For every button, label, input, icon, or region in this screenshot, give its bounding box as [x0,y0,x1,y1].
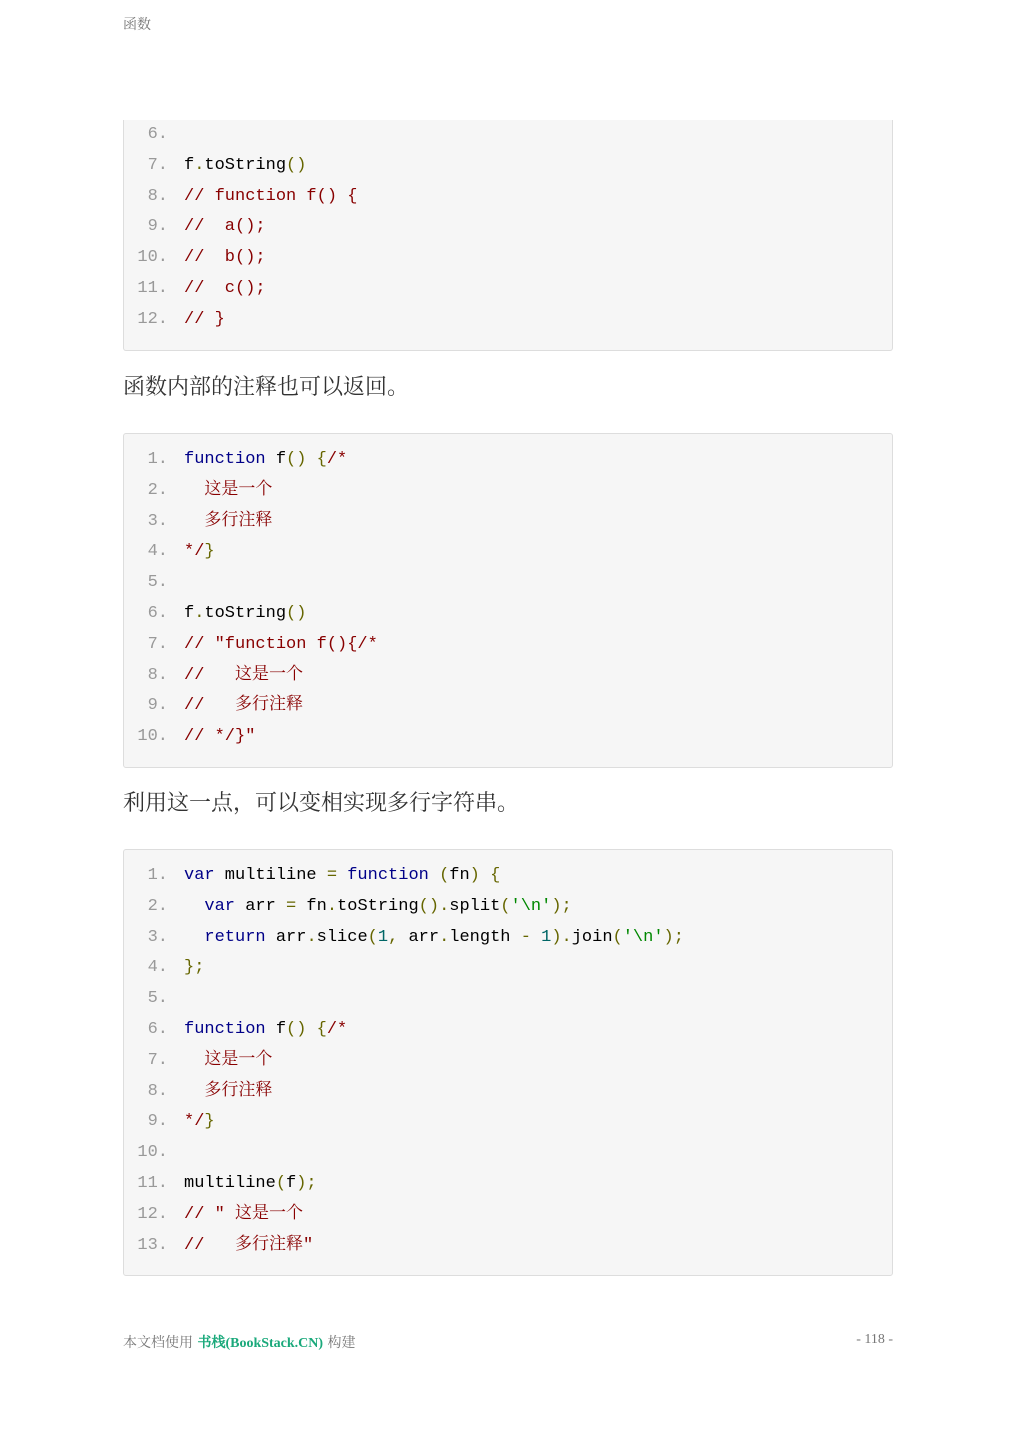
code-token: { [316,1019,327,1039]
code-token: 这是一个 [184,1050,273,1070]
code-token: ); [296,1173,317,1193]
line-number: 4. [147,542,168,562]
code-text [168,1046,272,1077]
code-text [168,923,684,954]
code-token [531,928,541,947]
code-token: slice [316,927,368,947]
code-token: fn [449,866,470,885]
code-token: () [286,450,307,469]
code-token [306,450,316,469]
code-token: 1 [541,927,552,947]
code-token: toString [204,603,287,623]
code-text [168,1107,215,1138]
running-header: 函数 [123,17,151,33]
code-text [168,1169,317,1200]
code-token: - [520,927,531,947]
code-token: */ [184,542,205,562]
code-token: arr [265,927,307,947]
line-number: 13. [137,1235,168,1255]
code-token: var [184,866,215,885]
line-number: 1. [147,450,168,469]
code-token: = [286,896,297,916]
code-line [124,151,892,182]
code-token: // 多行注释" [184,1235,314,1255]
line-number: 5. [147,989,168,1009]
code-line [124,722,892,753]
code-line [124,861,892,892]
code-text [168,861,500,892]
code-token: ); [551,896,572,916]
code-line [124,274,892,305]
code-token: fn [296,896,327,916]
code-token: ); [663,927,684,947]
line-number: 9. [147,1112,168,1132]
code-token: }; [184,958,205,978]
page-number: - 118 - [856,1332,893,1347]
code-token: ( [367,927,378,947]
code-token: ( [439,866,450,885]
line-number: 5. [147,573,168,593]
code-text [168,305,225,336]
code-token: . [306,927,317,947]
code-token [306,1020,316,1039]
line-number: 9. [147,217,168,237]
code-token: // } [184,309,225,329]
code-token: join [571,927,613,947]
code-token: function [347,866,429,885]
code-token: arr [235,896,287,916]
code-token: . [439,927,450,947]
line-number: 8. [147,1081,168,1101]
code-line [124,630,892,661]
code-token: f [184,603,195,623]
line-number: 8. [147,665,168,685]
code-token: // b(); [184,248,266,268]
code-token: /* [326,1019,348,1039]
code-token: toString [204,155,287,175]
code-block-3 [123,849,893,1276]
code-token: // "function f(){/* [184,634,378,654]
line-number: 8. [147,186,168,206]
code-token: . [326,896,338,916]
code-text [168,1200,303,1231]
line-number: 9. [147,696,168,716]
code-text [168,151,306,182]
code-token: */ [184,1112,205,1132]
code-text [168,1077,272,1108]
line-number: 10. [137,1143,168,1163]
line-number: 12. [137,309,168,329]
code-line [124,243,892,274]
footer-suffix: 构建 [323,1335,356,1351]
code-line [124,1015,892,1046]
code-line [124,953,892,984]
code-token: { [316,450,327,469]
code-token: ( [275,1173,287,1193]
code-line [124,892,892,923]
line-number: 7. [147,155,168,175]
line-number: 11. [137,278,168,298]
code-text [168,507,272,538]
code-token: // a(); [184,217,266,237]
code-block-2 [123,433,893,768]
code-token: () [286,1019,307,1039]
code-token: . [194,155,205,175]
line-number: 12. [137,1204,168,1224]
line-number: 7. [147,1050,168,1070]
code-token: toString [337,896,419,916]
code-token: // " 这是一个 [184,1204,304,1224]
code-line [124,691,892,722]
footer-prefix: 本文档使用 [123,1335,198,1351]
code-token: () [286,155,307,175]
code-token: , [388,927,399,947]
code-token: { [490,866,501,885]
code-token: // c(); [184,278,266,298]
code-token: ( [500,896,511,916]
code-token: = [326,866,338,885]
code-block-1 [123,120,893,351]
code-line [124,1169,892,1200]
code-line [124,182,892,213]
code-text [168,274,266,305]
line-number: 10. [137,248,168,268]
code-line [124,1231,892,1262]
code-text [168,182,357,213]
code-token: '\n' [510,896,552,916]
code-text [168,568,184,599]
code-text [168,722,255,753]
code-text [168,630,378,661]
code-text [168,243,266,274]
code-line [124,507,892,538]
code-token: // function f() { [184,186,358,206]
footer-credit [123,1332,356,1352]
line-number: 6. [147,1019,168,1039]
code-line [124,1138,892,1169]
line-number: 2. [147,896,168,916]
code-token [337,866,347,885]
code-line [124,120,892,151]
code-token: 多行注释 [184,511,273,531]
code-token: 1 [377,927,389,947]
code-text [168,599,306,630]
code-text [168,212,266,243]
paragraph-comment-return: 函数内部的注释也可以返回。 [123,375,410,400]
code-token: return [204,927,266,947]
code-text [168,1231,313,1262]
code-token: split [449,896,501,916]
code-line [124,568,892,599]
code-line [124,476,892,507]
line-number: 1. [147,866,168,885]
line-number: 3. [147,511,168,531]
code-token: (). [418,896,450,916]
code-text [168,1138,184,1169]
code-token [480,866,490,885]
line-number: 6. [147,125,168,144]
code-line [124,305,892,336]
code-token: f [265,1019,287,1039]
line-number: 3. [147,927,168,947]
code-token [184,928,204,947]
code-text [168,445,347,476]
line-number: 4. [147,958,168,978]
code-line [124,212,892,243]
code-token: multiline [214,866,327,885]
code-token: var [204,896,236,916]
code-token: f [184,155,195,175]
code-text [168,953,204,984]
code-token: () [286,603,307,623]
code-text [168,120,184,151]
code-token: '\n' [622,927,664,947]
code-token [184,897,204,916]
code-text [168,476,272,507]
code-token: } [204,1112,215,1132]
code-text [168,691,303,722]
code-token: function [184,1019,266,1039]
code-text [168,1015,347,1046]
code-line [124,661,892,692]
code-token: // */}" [184,727,256,747]
code-line [124,1046,892,1077]
code-token: 多行注释 [184,1081,273,1101]
code-token: ( [612,927,623,947]
code-text [168,537,215,568]
code-token: arr [398,927,440,947]
code-line [124,1200,892,1231]
code-token: } [204,542,215,562]
code-text [168,661,303,692]
code-token: f [286,1173,297,1193]
code-line [124,445,892,476]
paragraph-multiline-string: 利用这一点，可以变相实现多行字符串。 [123,791,520,816]
code-line [124,1107,892,1138]
line-number: 2. [147,480,168,500]
line-number: 11. [137,1173,168,1193]
footer-brand-link[interactable]: 书栈(BookStack.CN) [197,1336,324,1351]
line-number: 10. [137,727,168,747]
code-token: // 这是一个 [184,665,304,685]
code-token [429,866,439,885]
code-token: // 多行注释 [184,696,304,716]
code-token: 这是一个 [184,480,273,500]
code-line [124,923,892,954]
code-token: length [449,927,521,947]
code-token: multiline [184,1173,276,1193]
code-text [168,892,572,923]
code-token: /* [326,450,348,469]
code-line [124,1077,892,1108]
code-token: ). [551,927,572,947]
line-number: 6. [147,603,168,623]
code-text [168,984,184,1015]
code-line [124,984,892,1015]
code-token: ) [469,866,480,885]
code-token: function [184,450,266,469]
code-token: f [265,450,287,469]
line-number: 7. [147,634,168,654]
code-token: . [194,603,205,623]
code-line [124,599,892,630]
code-line [124,537,892,568]
